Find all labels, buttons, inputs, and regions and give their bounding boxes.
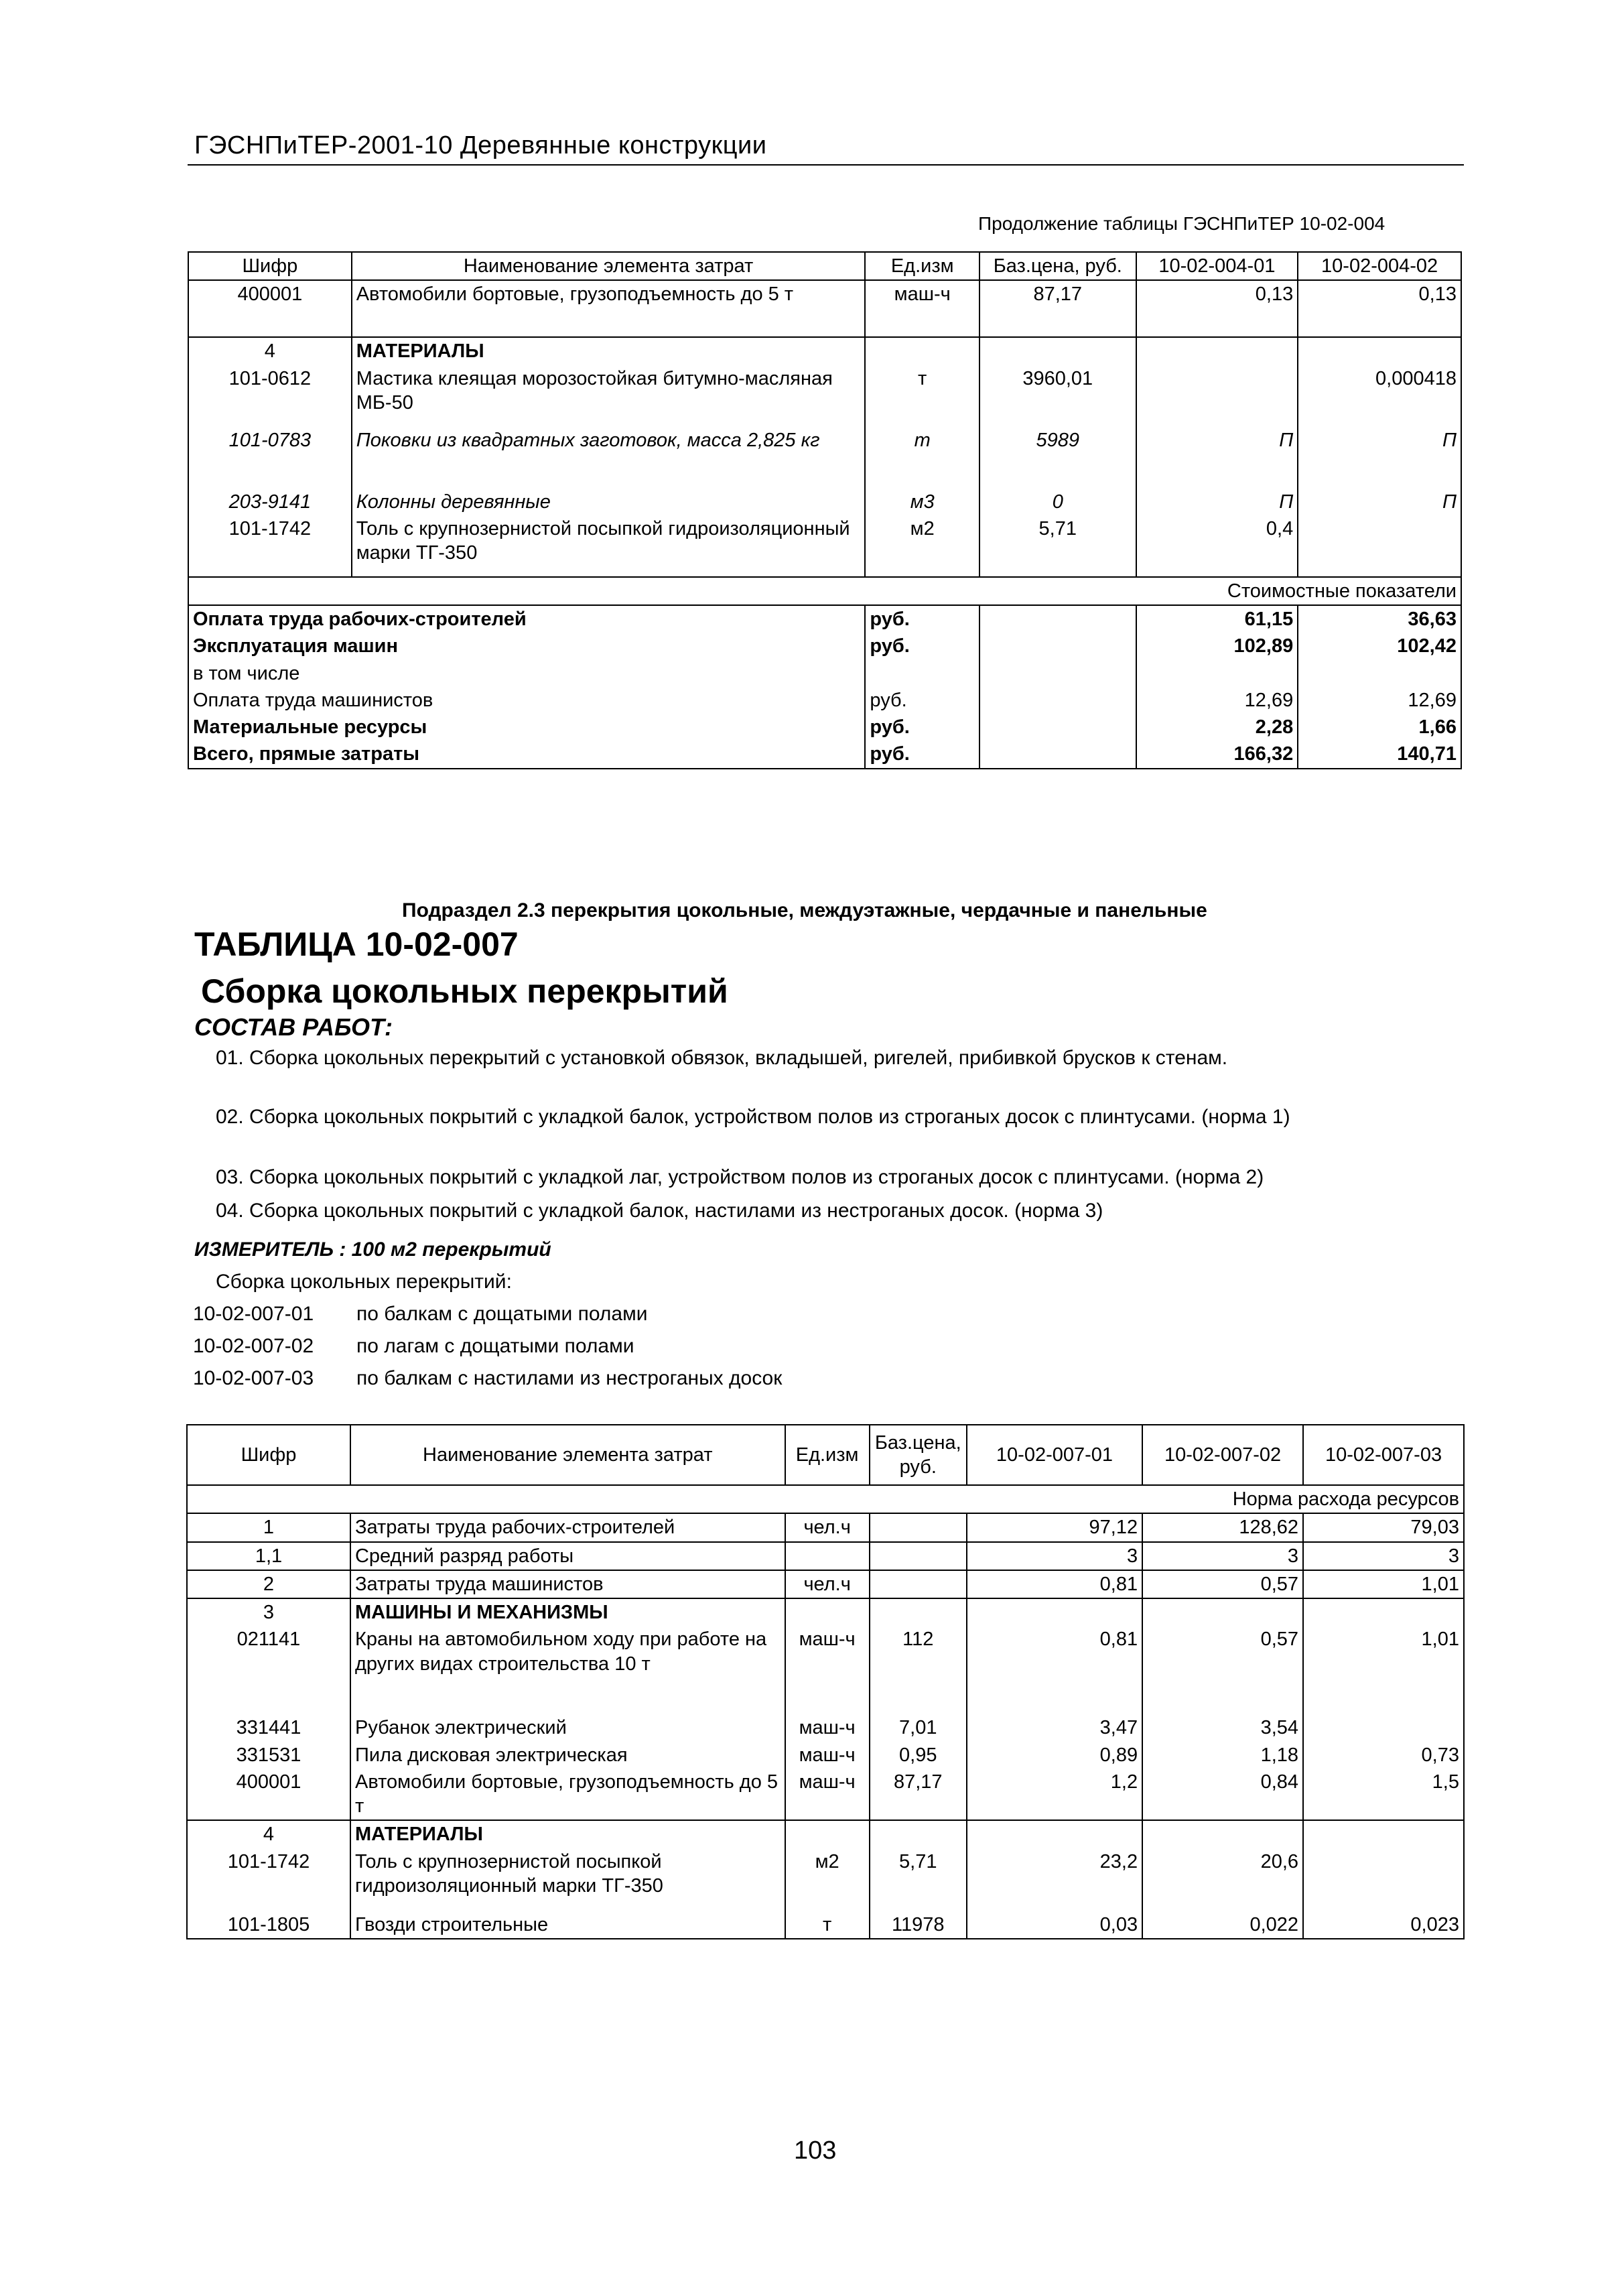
cost-value: 1,66	[1298, 714, 1461, 741]
cell-value: 128,62	[1142, 1513, 1303, 1541]
cost-label: Материальные ресурсы	[188, 714, 865, 741]
cost-value: 12,69	[1136, 687, 1298, 714]
cell-value: 0,57	[1142, 1626, 1303, 1714]
cost-label: Эксплуатация машин	[188, 633, 865, 659]
table-row	[187, 1598, 1464, 1626]
norm-header-row	[187, 1485, 1464, 1513]
cost-value: 36,63	[1298, 605, 1461, 633]
cost-header: Стоимостные показатели	[188, 577, 1461, 605]
cell-unit	[785, 1542, 870, 1570]
cost-value: 102,89	[1136, 633, 1298, 659]
cost-value: 12,69	[1298, 687, 1461, 714]
col-name: Наименование элемента затрат	[350, 1425, 785, 1485]
table-row	[188, 489, 1461, 515]
cell-value: 1,5	[1303, 1769, 1464, 1821]
cell-code: 4	[187, 1820, 350, 1848]
cell-value: 0,023	[1303, 1911, 1464, 1939]
cell-code: 2	[187, 1570, 350, 1598]
cell-price: 0	[979, 489, 1136, 515]
cell-value: 1,18	[1142, 1742, 1303, 1769]
cost-row	[188, 660, 1461, 687]
cell-code: 400001	[188, 280, 352, 337]
cell-price: 0,95	[870, 1742, 967, 1769]
cell-code: 101-0612	[188, 365, 352, 427]
cell-name: Краны на автомобильном ходу при работе на других видах строительства 10 т	[350, 1626, 785, 1714]
col-code: Шифр	[187, 1425, 350, 1485]
cell-code: 101-1742	[188, 515, 352, 577]
cell-code: 400001	[187, 1769, 350, 1821]
table-row	[187, 1626, 1464, 1714]
cost-label: Оплата труда машинистов	[188, 687, 865, 714]
table-row	[187, 1848, 1464, 1911]
norm-code: 10-02-007-02	[193, 1335, 314, 1357]
cell-name: Затраты труда рабочих-строителей	[350, 1513, 785, 1541]
cell-unit: т	[865, 365, 979, 427]
cost-row	[188, 687, 1461, 714]
norm-text: по балкам с дощатыми полами	[356, 1303, 648, 1325]
cell-name: Толь с крупнозернистой посыпкой гидроизоляционный марки ТГ-350	[350, 1848, 785, 1911]
cost-label: Всего, прямые затраты	[188, 741, 865, 768]
cost-header-row	[188, 577, 1461, 605]
work-item: 03. Сборка цокольных покрытий с укладкой лаг, устройством полов из строганых досок с плинтусами. (норма 2)	[216, 1166, 1264, 1188]
cell-code: 203-9141	[188, 489, 352, 515]
cell-price: 11978	[870, 1911, 967, 1939]
cell-unit: чел.ч	[785, 1513, 870, 1541]
table-row	[188, 427, 1461, 489]
cell-price: 87,17	[870, 1769, 967, 1821]
cell-value: П	[1298, 427, 1461, 489]
cell-value	[1303, 1848, 1464, 1911]
cell-code: 1	[187, 1513, 350, 1541]
cell-value: 3	[1303, 1542, 1464, 1570]
cell-value: 0,81	[967, 1626, 1142, 1714]
cell-unit: маш-ч	[785, 1714, 870, 1741]
cell-name: Затраты труда машинистов	[350, 1570, 785, 1598]
cell-name: Поковки из квадратных заготовок, масса 2,825 кг	[352, 427, 866, 489]
table-row	[187, 1820, 1464, 1848]
cell-price: 112	[870, 1626, 967, 1714]
cell-value: 0,84	[1142, 1769, 1303, 1821]
cell-unit: маш-ч	[785, 1742, 870, 1769]
cost-row	[188, 714, 1461, 741]
table-header-row	[188, 252, 1461, 280]
header-rule	[188, 164, 1464, 166]
cost-value: 166,32	[1136, 741, 1298, 768]
col-code: Шифр	[188, 252, 352, 280]
col-norm-2: 10-02-004-02	[1298, 252, 1461, 280]
col-name: Наименование элемента затрат	[352, 252, 866, 280]
cell-value: 0,73	[1303, 1742, 1464, 1769]
cell-value: 0,022	[1142, 1911, 1303, 1939]
col-norm-3: 10-02-007-03	[1303, 1425, 1464, 1485]
section-title: Сборка цокольных перекрытий	[201, 972, 728, 1010]
cell-unit: маш-ч	[785, 1626, 870, 1714]
col-unit: Ед.изм	[785, 1425, 870, 1485]
norm-text: по лагам с дощатыми полами	[356, 1335, 634, 1357]
cost-value: 2,28	[1136, 714, 1298, 741]
cell-value: 97,12	[967, 1513, 1142, 1541]
cell-code: 101-0783	[188, 427, 352, 489]
continuation-label: Продолжение таблицы ГЭСНПиТЕР 10-02-004	[978, 213, 1386, 234]
table-row	[187, 1542, 1464, 1570]
cell-code: 021141	[187, 1626, 350, 1714]
cost-unit: руб.	[865, 687, 979, 714]
col-price: Баз.цена, руб.	[870, 1425, 967, 1485]
norm-code: 10-02-007-03	[193, 1367, 314, 1389]
page-number: 103	[794, 2136, 837, 2165]
cell-name: Колонны деревянные	[352, 489, 866, 515]
cell-value: 3	[1142, 1542, 1303, 1570]
cell-unit: маш-ч	[785, 1769, 870, 1821]
subsection-title: Подраздел 2.3 перекрытия цокольные, междуэтажные, чердачные и панельные	[402, 899, 1207, 921]
cell-name: Рубанок электрический	[350, 1714, 785, 1741]
cell-value: 1,01	[1303, 1626, 1464, 1714]
cell-value	[1303, 1714, 1464, 1741]
cell-name: Мастика клеящая морозостойкая битумно-масляная МБ-50	[352, 365, 866, 427]
cell-value: 3	[967, 1542, 1142, 1570]
cell-code: 331441	[187, 1714, 350, 1741]
cell-name: МАТЕРИАЛЫ	[350, 1820, 785, 1848]
measure-unit: ИЗМЕРИТЕЛЬ : 100 м2 перекрытий	[194, 1238, 551, 1261]
col-norm-1: 10-02-007-01	[967, 1425, 1142, 1485]
cell-name: Толь с крупнозернистой посыпкой гидроизоляционный марки ТГ-350	[352, 515, 866, 577]
norm-code: 10-02-007-01	[193, 1303, 314, 1325]
norms-heading: Сборка цокольных перекрытий:	[216, 1271, 512, 1293]
col-norm-1: 10-02-004-01	[1136, 252, 1298, 280]
cell-unit: чел.ч	[785, 1570, 870, 1598]
table-row	[188, 337, 1461, 365]
table-title: ТАБЛИЦА 10-02-007	[194, 926, 519, 963]
cell-value: 0,000418	[1298, 365, 1461, 427]
cell-value: 0,81	[967, 1570, 1142, 1598]
cell-name: Автомобили бортовые, грузоподъемность до 5 т	[352, 280, 866, 337]
cell-code: 4	[188, 337, 352, 365]
table-10-02-007	[186, 1424, 1465, 1939]
cell-value: 79,03	[1303, 1513, 1464, 1541]
cell-unit: т	[785, 1911, 870, 1939]
cell-value: 0,89	[967, 1742, 1142, 1769]
cell-value: П	[1136, 427, 1298, 489]
cell-value: 0,57	[1142, 1570, 1303, 1598]
cell-value: 0,4	[1136, 515, 1298, 577]
cell-name: МАШИНЫ И МЕХАНИЗМЫ	[350, 1598, 785, 1626]
cell-code: 101-1805	[187, 1911, 350, 1939]
cell-unit: маш-ч	[865, 280, 979, 337]
table-row	[188, 280, 1461, 337]
cell-value: 23,2	[967, 1848, 1142, 1911]
table-row	[187, 1714, 1464, 1741]
cost-unit: руб.	[865, 633, 979, 659]
cost-unit: руб.	[865, 605, 979, 633]
cell-code: 101-1742	[187, 1848, 350, 1911]
cell-name: МАТЕРИАЛЫ	[352, 337, 866, 365]
cell-code: 331531	[187, 1742, 350, 1769]
cell-unit: т	[865, 427, 979, 489]
table-row	[187, 1742, 1464, 1769]
cell-value: 0,03	[967, 1911, 1142, 1939]
cell-unit: м2	[785, 1848, 870, 1911]
page-header: ГЭСНПиТЕР-2001-10 Деревянные конструкции	[194, 131, 767, 160]
works-heading: СОСТАВ РАБОТ:	[194, 1013, 393, 1041]
cost-value: 61,15	[1136, 605, 1298, 633]
cell-value: 1,01	[1303, 1570, 1464, 1598]
cell-code: 1,1	[187, 1542, 350, 1570]
work-item: 01. Сборка цокольных перекрытий с установкой обвязок, вкладышей, ригелей, прибивкой брусков к стенам.	[216, 1047, 1228, 1069]
cost-label: Оплата труда рабочих-строителей	[188, 605, 865, 633]
cost-value: 140,71	[1298, 741, 1461, 768]
cell-value: 0,13	[1298, 280, 1461, 337]
cell-name: Средний разряд работы	[350, 1542, 785, 1570]
table-row	[188, 515, 1461, 577]
work-item: 02. Сборка цокольных покрытий с укладкой балок, устройством полов из строганых досок с плинтусами. (норма 1)	[216, 1106, 1290, 1128]
col-norm-2: 10-02-007-02	[1142, 1425, 1303, 1485]
cell-value: 3,47	[967, 1714, 1142, 1741]
work-item: 04. Сборка цокольных покрытий с укладкой балок, настилами из нестроганых досок. (норма 3)	[216, 1200, 1103, 1222]
cell-code: 3	[187, 1598, 350, 1626]
cell-value: 1,2	[967, 1769, 1142, 1821]
table-row	[187, 1513, 1464, 1541]
cell-value	[1298, 515, 1461, 577]
cost-unit: руб.	[865, 741, 979, 768]
col-price: Баз.цена, руб.	[979, 252, 1136, 280]
table-row	[187, 1570, 1464, 1598]
table-header-row	[187, 1425, 1464, 1485]
cell-price: 5,71	[979, 515, 1136, 577]
cell-unit: м3	[865, 489, 979, 515]
cell-price: 5,71	[870, 1848, 967, 1911]
cell-price: 5989	[979, 427, 1136, 489]
table-row	[187, 1769, 1464, 1821]
cell-price	[870, 1513, 967, 1541]
cost-label: в том числе	[188, 660, 865, 687]
norm-header: Норма расхода ресурсов	[187, 1485, 1464, 1513]
cell-value: П	[1136, 489, 1298, 515]
cell-price	[870, 1570, 967, 1598]
norm-text: по балкам с настилами из нестроганых досок	[356, 1367, 783, 1389]
cell-value: 3,54	[1142, 1714, 1303, 1741]
cell-name: Пила дисковая электрическая	[350, 1742, 785, 1769]
cell-value: П	[1298, 489, 1461, 515]
cell-price: 7,01	[870, 1714, 967, 1741]
cost-row	[188, 741, 1461, 768]
cost-unit: руб.	[865, 714, 979, 741]
table-row	[188, 365, 1461, 427]
cost-row	[188, 633, 1461, 659]
cell-name: Автомобили бортовые, грузоподъемность до 5 т	[350, 1769, 785, 1821]
cell-name: Гвозди строительные	[350, 1911, 785, 1939]
cell-value: 0,13	[1136, 280, 1298, 337]
cost-row	[188, 605, 1461, 633]
cell-price	[870, 1542, 967, 1570]
cell-value: 20,6	[1142, 1848, 1303, 1911]
table-row	[187, 1911, 1464, 1939]
cell-unit: м2	[865, 515, 979, 577]
cell-price: 87,17	[979, 280, 1136, 337]
cell-price: 3960,01	[979, 365, 1136, 427]
cost-value: 102,42	[1298, 633, 1461, 659]
cell-value	[1136, 365, 1298, 427]
table-10-02-004	[188, 251, 1462, 769]
col-unit: Ед.изм	[865, 252, 979, 280]
